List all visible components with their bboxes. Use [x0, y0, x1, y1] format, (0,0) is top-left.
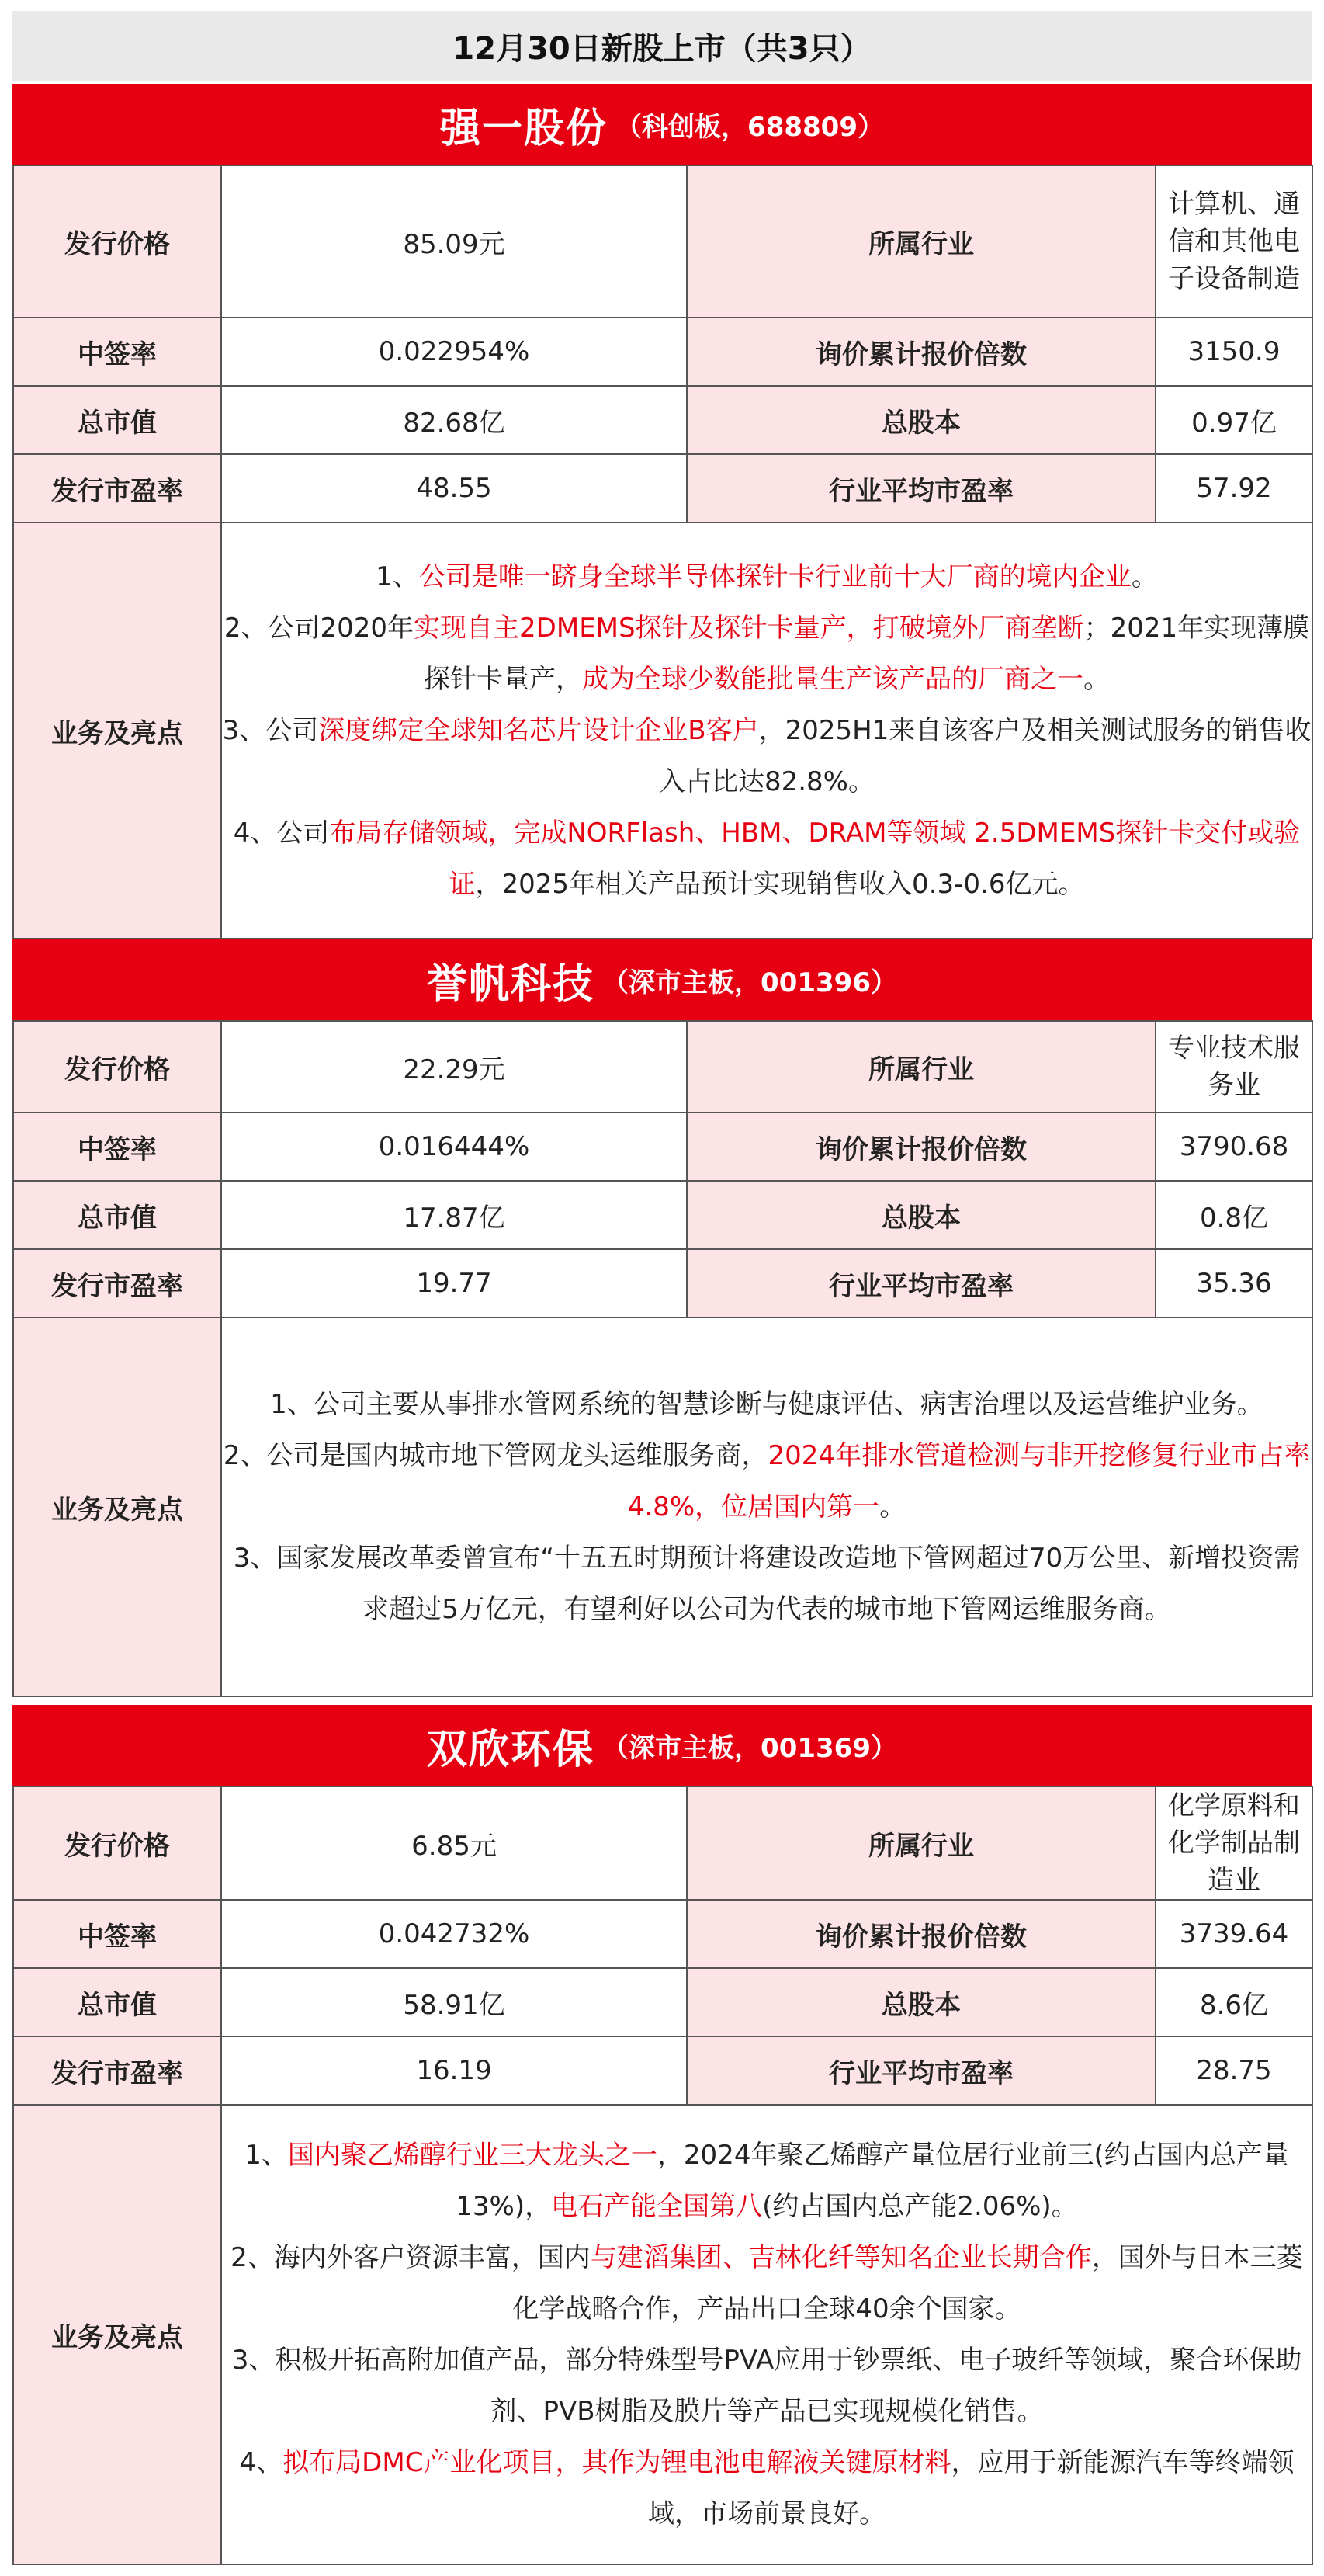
plain-text: 2、公司是国内城市地下管网龙头运维服务商， [223, 1440, 768, 1471]
plain-text: ，2025年相关产品预计实现销售收入0.3-0.6亿元。 [475, 869, 1085, 900]
plain-text: ，应用于新能源汽车等终端领域，市场前景良好。 [648, 2447, 1295, 2529]
highlight-text: 成为全球少数能批量生产该产品的厂商之一 [582, 664, 1083, 695]
table-row [13, 1181, 1312, 1249]
issue-pe-label: 发行市盈率 [13, 1249, 221, 1318]
stock-name: 强一股份 [440, 105, 608, 152]
table-row [13, 1318, 1312, 1696]
highlight-text: 与建滔集团、吉林化纤等知名企业长期合作 [590, 2242, 1092, 2273]
stock-board: （深市主板，001369） [602, 1732, 897, 1764]
total-shares-label: 总股本 [687, 386, 1156, 454]
plain-text: 3、国家发展改革委曾宣布“十五五时期预计将建设改造地下管网超过70万公里、新增投资需求超过5万亿元，有望利好以公司为代表的城市地下管网运维服务商。 [233, 1543, 1301, 1625]
industry-pe-label: 行业平均市盈率 [687, 1249, 1156, 1318]
inquiry-multiple-value: 3150.9 [1156, 318, 1312, 386]
business-highlights [221, 1318, 1312, 1696]
table-row [13, 454, 1312, 522]
business-item [222, 2232, 1312, 2335]
stock-board: （科创板，688809） [615, 111, 884, 143]
plain-text: ，国外与日本三菱化学战略合作，产品出口全球40余个国家。 [512, 2242, 1303, 2324]
business-label: 业务及亮点 [13, 522, 221, 939]
plain-text: 4、公司 [233, 818, 330, 849]
issue-price-value: 22.29元 [221, 1021, 687, 1113]
issue-price-label: 发行价格 [13, 1021, 221, 1113]
total-shares-label: 总股本 [687, 1181, 1156, 1249]
plain-text: (约占国内总产能2.06%)。 [762, 2191, 1078, 2222]
inquiry-multiple-label: 询价累计报价倍数 [687, 1900, 1156, 1968]
industry-pe-value: 28.75 [1156, 2036, 1312, 2105]
issue-pe-value: 19.77 [221, 1249, 687, 1318]
plain-text: 。 [1083, 664, 1110, 695]
business-item [222, 551, 1312, 602]
inquiry-multiple-value: 3790.68 [1156, 1113, 1312, 1181]
win-rate-value: 0.016444% [221, 1113, 687, 1181]
table-row [13, 2036, 1312, 2105]
stock-board: （深市主板，001396） [602, 967, 897, 998]
issue-pe-value: 16.19 [221, 2036, 687, 2105]
business-item [222, 807, 1312, 910]
inquiry-multiple-label: 询价累计报价倍数 [687, 318, 1156, 386]
plain-text: 3、公司 [222, 715, 319, 746]
total-shares-value: 0.8亿 [1156, 1181, 1312, 1249]
table-row [13, 1968, 1312, 2036]
industry-value: 化学原料和化学制品制造业 [1156, 1786, 1312, 1900]
industry-pe-value: 35.36 [1156, 1249, 1312, 1318]
plain-text: ，2025H1来自该客户及相关测试服务的销售收入占比达82.8%。 [658, 715, 1312, 797]
table-row [13, 2105, 1312, 2564]
table-row [13, 165, 1312, 318]
market-cap-value: 17.87亿 [221, 1181, 687, 1249]
table-row [13, 1249, 1312, 1318]
market-cap-value: 82.68亿 [221, 386, 687, 454]
industry-pe-label: 行业平均市盈率 [687, 454, 1156, 522]
issue-pe-label: 发行市盈率 [13, 454, 221, 522]
plain-text: 。 [1131, 561, 1158, 592]
market-cap-label: 总市值 [13, 1968, 221, 2036]
plain-text: 3、积极开拓高附加值产品，部分特殊型号PVA应用于钞票纸、电子玻纤等领域，聚合环保助剂、PVB树脂及膜片等产品已实现规模化销售。 [231, 2345, 1302, 2427]
issue-price-label: 发行价格 [13, 165, 221, 318]
win-rate-value: 0.022954% [221, 318, 687, 386]
industry-value: 专业技术服务业 [1156, 1021, 1312, 1113]
total-shares-value: 8.6亿 [1156, 1968, 1312, 2036]
win-rate-label: 中签率 [13, 1113, 221, 1181]
stock-name: 双欣环保 [427, 1726, 595, 1773]
win-rate-value: 0.042732% [221, 1900, 687, 1968]
highlight-text: 公司是唯一跻身全球半导体探针卡行业前十大厂商的境内企业 [418, 561, 1132, 592]
highlight-text: 2024年排水管道检测与非开挖修复行业市占率4.8%，位居国内第一 [627, 1440, 1311, 1522]
plain-text: 2、海内外客户资源丰富，国内 [230, 2242, 591, 2273]
table-row [13, 1021, 1312, 1113]
stock-table [12, 1786, 1313, 2565]
highlight-text: 国内聚乙烯醇行业三大龙头之一 [287, 2140, 657, 2171]
stock-name: 誉帆科技 [427, 960, 595, 1008]
issue-price-label: 发行价格 [13, 1786, 221, 1900]
industry-label: 所属行业 [687, 1021, 1156, 1113]
business-item [222, 1430, 1312, 1533]
stock-table [12, 1020, 1313, 1697]
industry-value: 计算机、通信和其他电子设备制造 [1156, 165, 1312, 318]
industry-label: 所属行业 [687, 165, 1156, 318]
page-title: 12月30日新股上市（共3只） [12, 11, 1312, 81]
table-row [13, 1113, 1312, 1181]
business-highlights [221, 522, 1312, 939]
stock-header [12, 84, 1312, 165]
plain-text: ，2024年聚乙烯醇产量位居行业前三(约占国内总产量 13%)， [456, 2140, 1289, 2222]
industry-pe-value: 57.92 [1156, 454, 1312, 522]
market-cap-value: 58.91亿 [221, 1968, 687, 2036]
total-shares-value: 0.97亿 [1156, 386, 1312, 454]
plain-text: 。 [879, 1491, 906, 1522]
plain-text: 4、 [239, 2447, 283, 2478]
win-rate-label: 中签率 [13, 1900, 221, 1968]
market-cap-label: 总市值 [13, 386, 221, 454]
market-cap-label: 总市值 [13, 1181, 221, 1249]
industry-pe-label: 行业平均市盈率 [687, 2036, 1156, 2105]
business-item [222, 705, 1312, 807]
business-label: 业务及亮点 [13, 1318, 221, 1696]
plain-text: ；2021年实现薄膜探针卡量产， [424, 613, 1310, 695]
business-label: 业务及亮点 [13, 2105, 221, 2564]
issue-pe-label: 发行市盈率 [13, 2036, 221, 2105]
highlight-text: 拟布局DMC产业化项目，其作为锂电池电解液关键原材料 [282, 2447, 951, 2478]
plain-text: 2、公司2020年 [224, 613, 414, 644]
industry-label: 所属行业 [687, 1786, 1156, 1900]
table-row [13, 1786, 1312, 1900]
issue-price-value: 6.85元 [221, 1786, 687, 1900]
plain-text: 1、 [244, 2140, 288, 2171]
business-item [222, 1379, 1312, 1430]
table-row [13, 1900, 1312, 1968]
business-item [222, 602, 1312, 705]
inquiry-multiple-label: 询价累计报价倍数 [687, 1113, 1156, 1181]
plain-text: 1、 [376, 561, 419, 592]
issue-pe-value: 48.55 [221, 454, 687, 522]
stock-table [12, 165, 1313, 939]
business-item [222, 1533, 1312, 1635]
stock-header [12, 1705, 1312, 1786]
table-row [13, 386, 1312, 454]
business-highlights [221, 2105, 1312, 2564]
business-item [222, 2130, 1312, 2232]
business-item [222, 2335, 1312, 2437]
table-row [13, 318, 1312, 386]
stock-header [12, 939, 1312, 1020]
issue-price-value: 85.09元 [221, 165, 687, 318]
inquiry-multiple-value: 3739.64 [1156, 1900, 1312, 1968]
total-shares-label: 总股本 [687, 1968, 1156, 2036]
highlight-text: 实现自主2DMEMS探针及探针卡量产，打破境外厂商垄断 [414, 613, 1084, 644]
plain-text: 1、公司主要从事排水管网系统的智慧诊断与健康评估、病害治理以及运营维护业务。 [270, 1389, 1263, 1420]
table-row [13, 522, 1312, 939]
highlight-text: 深度绑定全球知名芯片设计企业B客户 [318, 715, 759, 746]
business-item [222, 2437, 1312, 2540]
highlight-text: 电石产能全国第八 [551, 2191, 763, 2222]
win-rate-label: 中签率 [13, 318, 221, 386]
highlight-text: 布局存储领域，完成NORFlash、HBM、DRAM等领域 2.5DMEMS探针卡交付或验证 [329, 818, 1301, 900]
